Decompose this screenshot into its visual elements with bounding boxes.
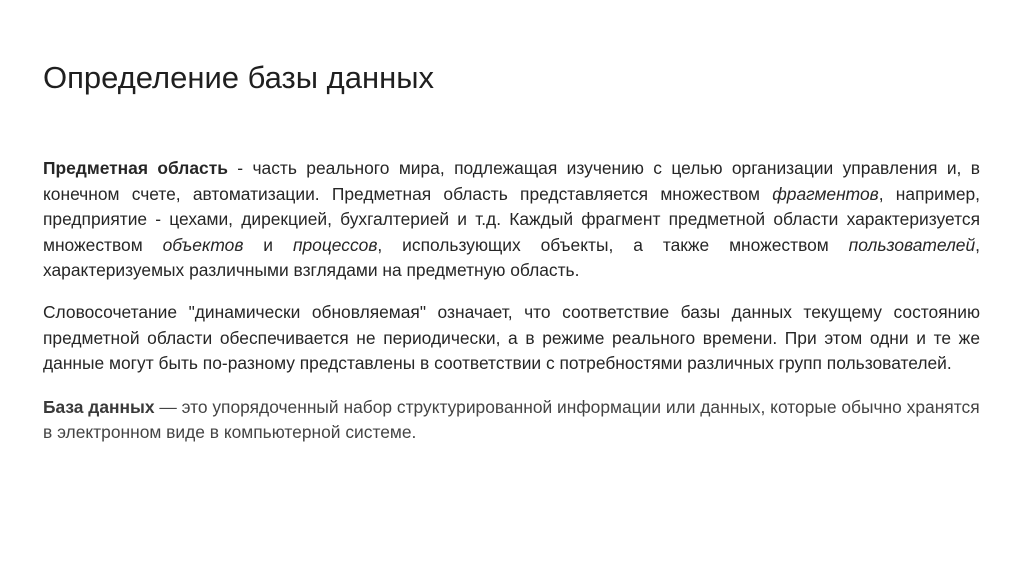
italic-term-users: пользователей xyxy=(848,234,976,255)
paragraph-text: , например, предприятие - цехами, дирекцией, бухгалтерией и т.д. Каждый фрагмент предметной области характеризуется множеством xyxy=(43,183,980,255)
term-database: База данных xyxy=(43,396,155,417)
paragraph-text: , характеризуемых различными взглядами на предметную область. xyxy=(43,234,980,281)
paragraph-text: , использующих объекты, а также множеством xyxy=(377,234,849,255)
paragraph-subject-area xyxy=(43,156,980,284)
slide-body xyxy=(43,156,980,446)
paragraph-text: — это упорядоченный набор структурированной информации или данных, которые обычно хранятся в электронном виде в компьютерной системе. xyxy=(43,396,980,443)
paragraph-dynamic-update: Словосочетание "динамически обновляемая" означает, что соответствие базы данных текущему состоянию предметной области обеспечивается не периодически, а в режиме реального времени. При этом одни и те же данные могут быть по-разному представлены в соответствии с потребностями различных групп пользователей. xyxy=(43,301,980,374)
paragraph-text: - часть реального мира, подлежащая изучению с целью организации управления и, в конечном счете, автоматизации. Предметная область представляется множеством xyxy=(43,158,981,204)
term-subject-area: Предметная область xyxy=(43,158,228,178)
italic-term-fragments: фрагментов xyxy=(772,183,879,204)
slide-title: Определение базы данных xyxy=(43,60,435,95)
italic-term-objects: объектов xyxy=(162,234,244,255)
italic-term-processes: процессов xyxy=(292,234,378,255)
paragraph-database-definition xyxy=(43,395,980,446)
paragraph-text: и xyxy=(243,234,293,255)
